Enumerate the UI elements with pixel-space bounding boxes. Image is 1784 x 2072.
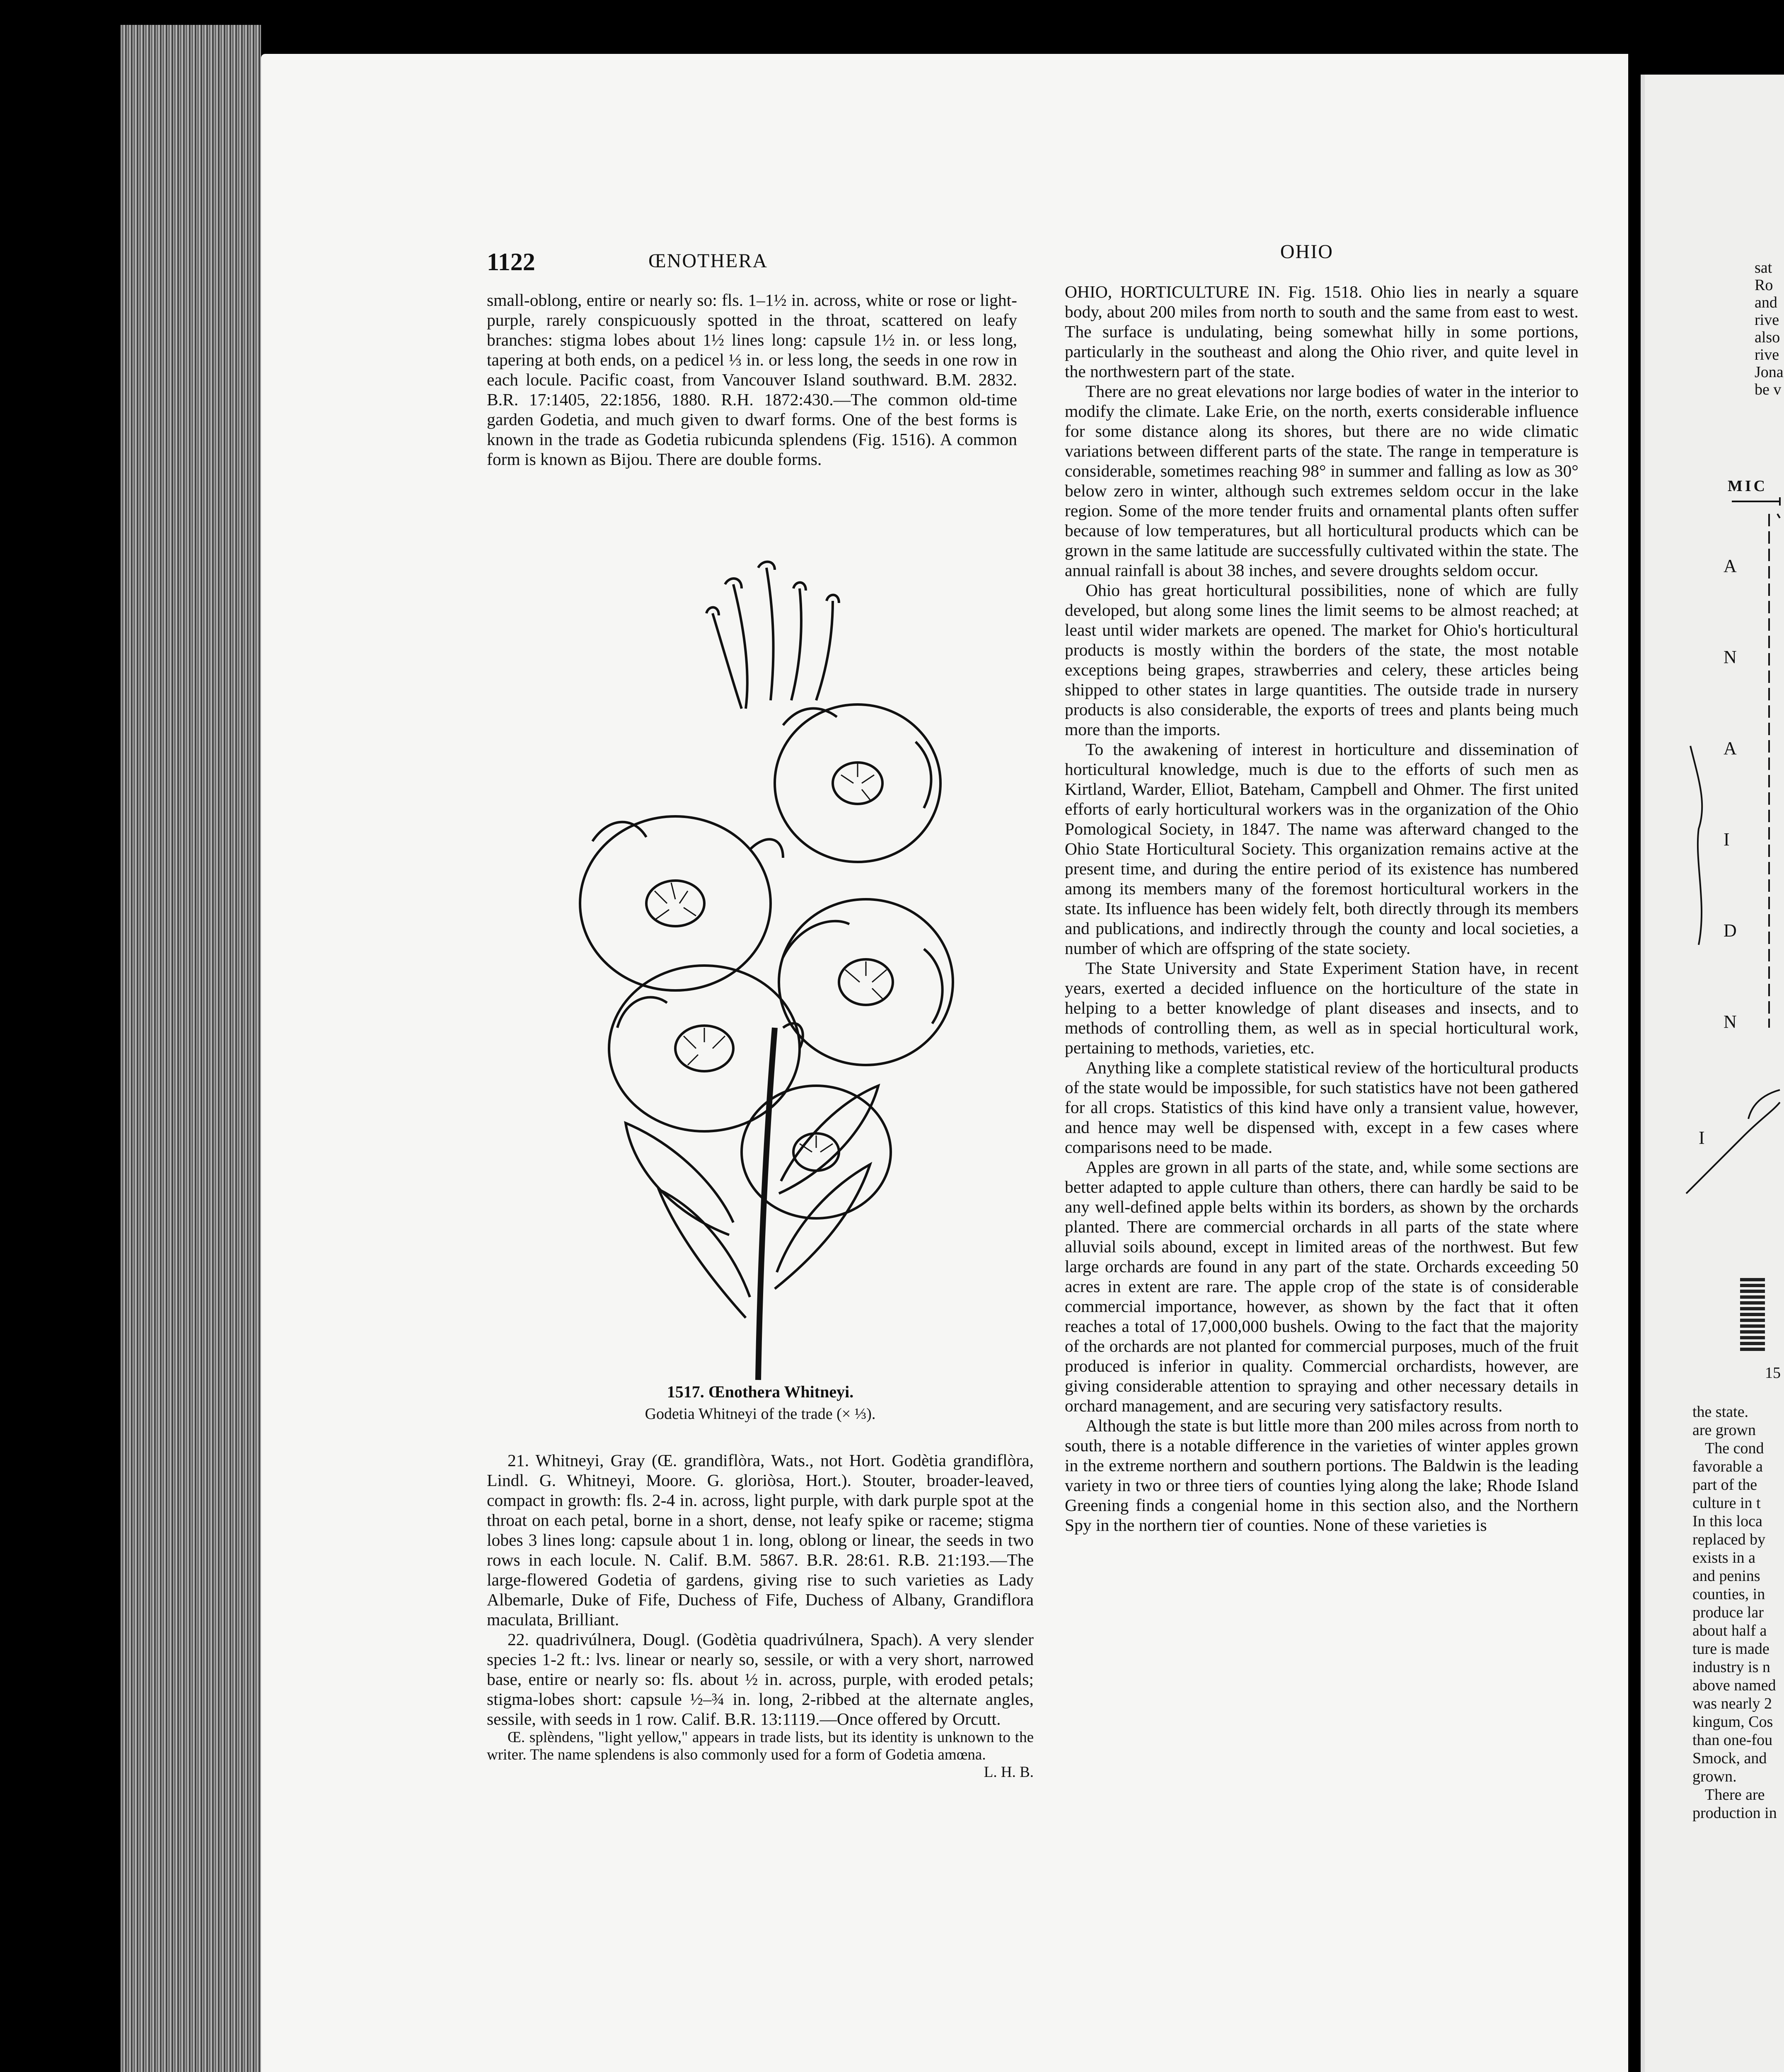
map-letter-4: I [1724,829,1730,850]
map-letter-5: D [1724,920,1737,941]
species-entry-22: 22. quadrivúlnera, Dougl. (Godètia quadrivúlnera, Spach). A very slender species 1-2 ft.: lvs. linear or nearly so, sessile, or with a very short, narrowed base, entire or nearly so: fls. about ½ in. across, purple, with eroded petals; stigma-lobes short: capsule ½–¾ in. long, 2-ribbed at the alternate angles, sessile, with seeds in 1 row. Calif. B.R. 13:1119.—Once offered by Orcutt. [487,1630,1034,1728]
left-column-bottom [487,1450,1034,1781]
article-paragraph-4: To the awakening of interest in horticulture and dissemination of horticultural knowledge, much is due to the efforts of such men as Kirtland, Warder, Elliot, Bateham, Campbell and Ohmer. The first united efforts of early horticultural workers was in the organization of the Ohio Pomological Society, in 1847. The name was afterward changed to the Ohio State Horticultural Society. This organization remains active at the present time, and during the entire period of its existence has numbered among its members many of the foremost horticultural workers in the state. Its influence has been widely felt, both directly through its members and publications, and indirectly through the county and local societies, a number of which are offspring of the state society. [1065,740,1579,958]
facing-page-bottom-lines: the state. are grown The cond favorable a part of the culture in t In this loca replaced by exists in a and penins counties, in produce lar about half a ture is made industry is n above named was nearly 2 kingum, Cos than one-fou Smock, and grown. There are production in [1692,1403,1777,1822]
map-letter-2: N [1724,647,1737,667]
figure-caption-subtitle: Godetia Whitneyi of the trade (× ⅓). [645,1405,876,1423]
running-head-right: OHIO [1280,241,1333,263]
map-legend-swatches [1740,1276,1765,1351]
page-number: 1122 [487,248,535,276]
figure-number-fragment: 15 [1765,1364,1781,1382]
map-letter-7: I [1699,1128,1705,1148]
facing-page-top-lines: sat Ro and rive also rive Jona be v [1755,259,1784,398]
author-signature: L. H. B. [984,1764,1034,1781]
article-paragraph-7: Apples are grown in all parts of the state, and, while some sections are better adapted to apple culture than others, there can hardly be said to be any well-defined apple belts within its borders, as shown by the orchards planted. There are commercial orchards in all parts of the state where alluvial soils abound, except in limited areas of the northwest. But few large orchards are found in any part of the state. Orchards exceeding 50 acres in extent are rare. The apple crop of the state is of considerable commercial importance, however, as shown by the fact that it often reaches a total of 17,000,000 bushels. Owing to the fact that the majority of the orchards are not planted for commercial purposes, much of the fruit produced is inferior in quality. Commercial orchardists, however, are giving considerable attention to spraying and other necessary details in orchard management, and are securing very satisfactory results. [1065,1157,1579,1415]
article-paragraph-1: OHIO, HORTICULTURE IN. Fig. 1518. Ohio lies in nearly a square body, about 200 miles from north to south and the same from east to west. The surface is undulating, being somewhat hilly in some portions, particularly in the southeast and along the Ohio river, and quite level in the northwestern part of the state. [1065,282,1579,381]
map-letter-6: N [1724,1012,1737,1032]
map-label-michigan: MIC [1728,477,1768,495]
left-column-top [487,290,1017,469]
oenothera-whitneyi-illustration [551,551,974,1388]
figure-caption-title: 1517. Œnothera Whitneyi. [667,1382,854,1401]
continuation-paragraph: small-oblong, entire or nearly so: fls. 1–1½ in. across, white or rose or light-purple, rarely conspicuously spotted in the throat, scattered on leafy branches: stigma lobes about 1½ lines long: capsule 1½ in. or less long, tapering at both ends, on a pedicel ⅓ in. or less long, the seeds in one row in each locule. Pacific coast, from Vancouver Island southward. B.M. 2832. B.R. 17:1405, 22:1856, 1880. R.H. 1872:430.—The common old-time garden Godetia, and much given to dwarf forms. One of the best forms is known in the trade as Godetia rubicunda splendens (Fig. 1516). A common form is known as Bijou. There are double forms. [487,290,1017,469]
article-paragraph-5: The State University and State Experiment Station have, in recent years, exerted a decided influence on the horticulture of the state in helping to a better knowledge of plant diseases and insects, and to methods of controlling them, as well as in special horticultural work, pertaining to methods, varieties, etc. [1065,959,1579,1057]
ohio-map-fragment [1682,489,1780,1235]
right-column [1065,282,1579,1535]
article-paragraph-3: Ohio has great horticultural possibilities, none of which are fully developed, but along some lines the limit seems to be almost reached; at least until wider markets are opened. The market for Ohio's horticultural products is mostly within the borders of the state, the most notable exceptions being grapes, strawberries and celery, these articles being shipped to other states in large quantities. The outside trade in nursery products is also considerable, the exports of trees and plants being much more than the imports. [1065,581,1579,739]
article-paragraph-2: There are no great elevations nor large bodies of water in the interior to modify the climate. Lake Erie, on the north, exerts considerable influence for some distance along its shores, but there are no wide climatic variations between different parts of the state. The range in temperature is considerable, sometimes reaching 98° in summer and falling as low as 30° below zero in winter, although such extremes seldom occur in the lake region. Some of the more tender fruits and ornamental plants often suffer because of low temperatures, but all horticultural products which can be grown in the same latitude are successfully cultivated within the state. The annual rainfall is about 38 inches, and severe droughts seldom occur. [1065,382,1579,580]
article-paragraph-8: Although the state is but little more than 200 miles across from north to south, there is a notable difference in the varieties of winter apples grown in the extreme northern and southern portions. The Baldwin is the leading variety in two or three tiers of counties lying along the lake; Rhode Island Greening finds a congenial home in this section also, and the Northern Spy in the northern tier of counties. None of these varieties is [1065,1416,1579,1535]
book-page-edges [120,25,261,2072]
footnote: Œ. splèndens, "light yellow," appears in trade lists, but its identity is unknown to the writer. The name splendens is also commonly used for a form of Godetia amœna. [487,1729,1034,1763]
species-entry-21: 21. Whitneyi, Gray (Œ. grandiflòra, Wats., not Hort. Godètia grandiflòra, Lindl. G. Whitneyi, Moore. G. gloriòsa, Hort.). Stouter, broader-leaved, compact in growth: fls. 2-4 in. across, light purple, with dark purple spot at the throat on each petal, borne in a short, dense, not leafy spike or raceme; stigma lobes 3 lines long: capsule about 1 in. long, oblong or linear, the seeds in two rows in each locule. N. Calif. B.M. 5867. B.R. 28:61. R.B. 21:193.—The large-flowered Godetia of gardens, giving rise to such varieties as Lady Albemarle, Duke of Fife, Duchess of Fife, Duchess of Albany, Grandiflora maculata, Brilliant. [487,1451,1034,1629]
map-letter-3: A [1724,738,1737,758]
running-head-left: ŒNOTHERA [648,250,768,272]
article-paragraph-6: Anything like a complete statistical review of the horticultural products of the state would be impossible, for such statistics have not been gathered for all crops. Statistics of this kind have only a transient value, however, and hence may well be dispensed with, except in a few cases where comparisons need to be made. [1065,1058,1579,1157]
map-letter-1: A [1724,556,1737,576]
